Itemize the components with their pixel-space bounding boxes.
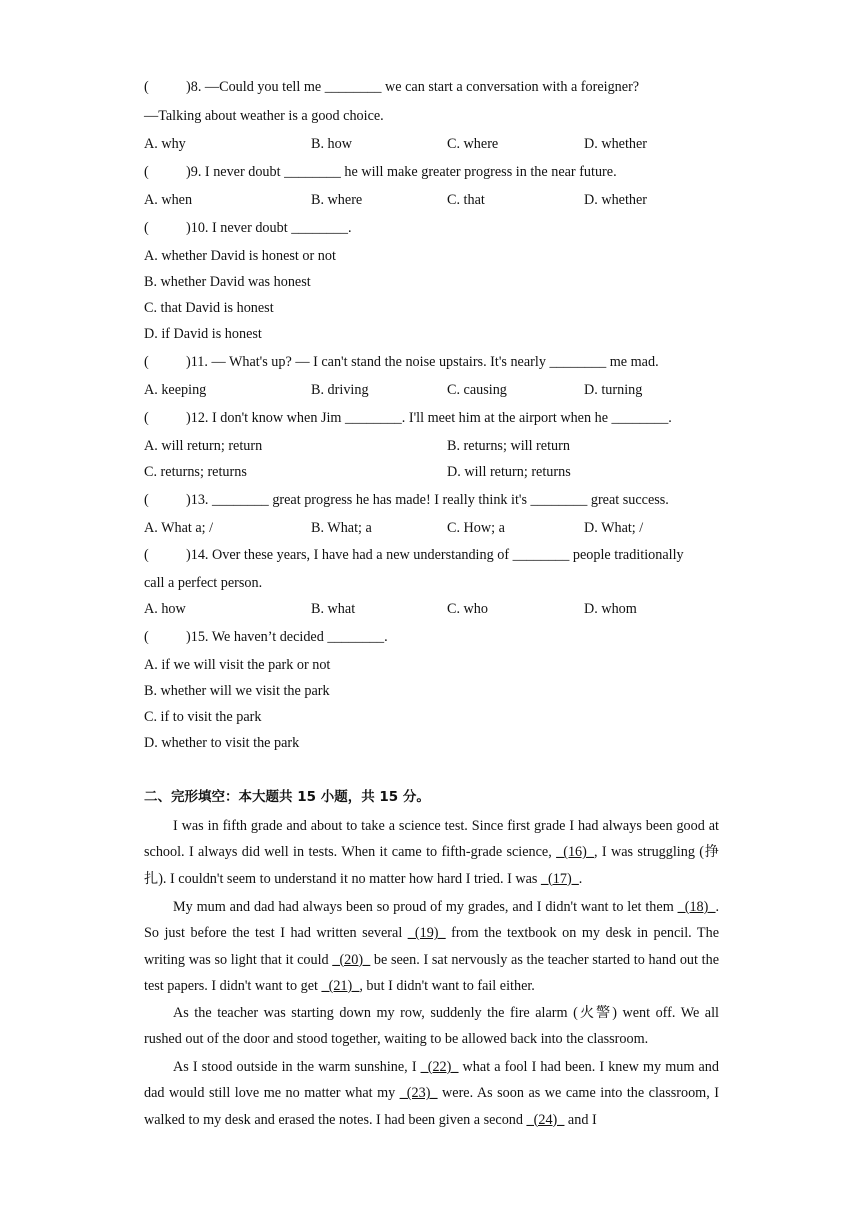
- question-8-option-b[interactable]: B. how: [311, 136, 352, 152]
- question-11-option-b[interactable]: B. driving: [311, 382, 369, 398]
- cloze-paragraph-4: As I stood outside in the warm sunshine, I _(22)_ what a fool I had been. I knew my mum and dad would still love me no matter what my _(23)_ were. As soon as we came into the classroom, I walked to my desk and erased the notes. I had been given a second _(24)_ and I: [144, 1059, 719, 1128]
- question-9-stem: ( )9. I never doubt ________ he will make greater progress in the near future.: [144, 164, 617, 180]
- question-8-option-c[interactable]: C. where: [447, 136, 499, 152]
- cloze-blank-24[interactable]: _(24)_: [526, 1111, 565, 1128]
- question-10-stem: ( )10. I never doubt ________.: [144, 220, 352, 236]
- question-12-option-b[interactable]: B. returns; will return: [447, 438, 570, 454]
- question-13-option-b[interactable]: B. What; a: [311, 520, 372, 536]
- question-10-option-b[interactable]: B. whether David was honest: [144, 274, 311, 290]
- cloze-paragraph-2: My mum and dad had always been so proud of my grades, and I didn't want to let them _(18)_. So just before the test I had written several _(19)_ from the textbook on my desk in pencil. The writing was so light that it could _(20)_ be seen. I sat nervously as the teacher started to hand out the test papers. I didn't want to get _(21)_, but I didn't want to fail either.: [144, 899, 720, 994]
- question-14-stem-line2: call a perfect person.: [144, 575, 263, 591]
- cloze-paragraph-3: As the teacher was starting down my row, suddenly the fire alarm (火警) went off. We all rushed out of the door and stood together, waiting to be allowed back into the classroom.: [144, 1005, 719, 1048]
- question-9-option-b[interactable]: B. where: [311, 192, 363, 208]
- question-12-stem: ( )12. I don't know when Jim ________. I'll meet him at the airport when he ________.: [144, 410, 672, 426]
- cloze-blank-18[interactable]: _(18)_: [677, 899, 716, 915]
- question-15-stem: ( )15. We haven’t decided ________.: [144, 629, 388, 645]
- question-12-option-c[interactable]: C. returns; returns: [144, 464, 247, 480]
- question-8-stem-line2: —Talking about weather is a good choice.: [144, 108, 384, 124]
- question-10-option-c[interactable]: C. that David is honest: [144, 300, 274, 316]
- question-10-option-a[interactable]: A. whether David is honest or not: [144, 248, 336, 264]
- question-13-option-a[interactable]: A. What a; /: [144, 520, 214, 536]
- question-12-option-a[interactable]: A. will return; return: [144, 438, 263, 454]
- cloze-blank-21[interactable]: _(21)_: [321, 977, 360, 994]
- question-15-option-d[interactable]: D. whether to visit the park: [144, 735, 300, 751]
- cloze-blank-16[interactable]: _(16)_: [556, 844, 594, 861]
- question-11-option-a[interactable]: A. keeping: [144, 382, 207, 398]
- question-8-option-d[interactable]: D. whether: [584, 136, 648, 152]
- question-14-option-d[interactable]: D. whom: [584, 601, 637, 617]
- question-13-stem: ( )13. ________ great progress he has made! I really think it's ________ great success.: [144, 492, 669, 508]
- cloze-blank-19[interactable]: _(19)_: [407, 925, 446, 942]
- cloze-blank-20[interactable]: _(20)_: [332, 951, 371, 968]
- question-15-option-c[interactable]: C. if to visit the park: [144, 709, 262, 725]
- question-9-option-d[interactable]: D. whether: [584, 192, 648, 208]
- question-14-stem: ( )14. Over these years, I have had a new understanding of ________ people traditionally: [144, 547, 684, 563]
- question-15-option-a[interactable]: A. if we will visit the park or not: [144, 657, 331, 673]
- question-13-option-c[interactable]: C. How; a: [447, 520, 505, 536]
- question-13-option-d[interactable]: D. What; /: [584, 520, 644, 536]
- cloze-blank-22[interactable]: _(22)_: [420, 1059, 459, 1075]
- question-12-option-d[interactable]: D. will return; returns: [447, 464, 571, 480]
- question-11-option-c[interactable]: C. causing: [447, 382, 507, 398]
- question-11-option-d[interactable]: D. turning: [584, 382, 643, 398]
- cloze-blank-23[interactable]: _(23)_: [399, 1085, 438, 1102]
- cloze-blank-17[interactable]: _(17)_: [540, 870, 579, 887]
- question-8-option-a[interactable]: A. why: [144, 136, 186, 152]
- question-11-stem: ( )11. — What's up? — I can't stand the noise upstairs. It's nearly ________ me mad.: [144, 354, 659, 370]
- section-2-heading: 二、完形填空：本大题共 15 小题，共 15 分。: [144, 789, 430, 805]
- question-14-option-a[interactable]: A. how: [144, 601, 186, 617]
- question-9-option-a[interactable]: A. when: [144, 192, 193, 208]
- question-8-stem: ( )8. —Could you tell me ________ we can start a conversation with a foreigner?: [144, 79, 640, 95]
- question-14-option-b[interactable]: B. what: [311, 601, 356, 617]
- question-14-option-c[interactable]: C. who: [447, 601, 488, 617]
- question-15-option-b[interactable]: B. whether will we visit the park: [144, 683, 330, 699]
- question-9-option-c[interactable]: C. that: [447, 192, 485, 208]
- cloze-paragraph-1: I was in fifth grade and about to take a science test. Since first grade I had always been good at school. I always did well in tests. When it came to fifth-grade science, _(16)_, I was struggling (挣扎). I couldn't seem to understand it no matter how hard I tried. I was _(17)_.: [144, 818, 719, 887]
- question-10-option-d[interactable]: D. if David is honest: [144, 326, 262, 342]
